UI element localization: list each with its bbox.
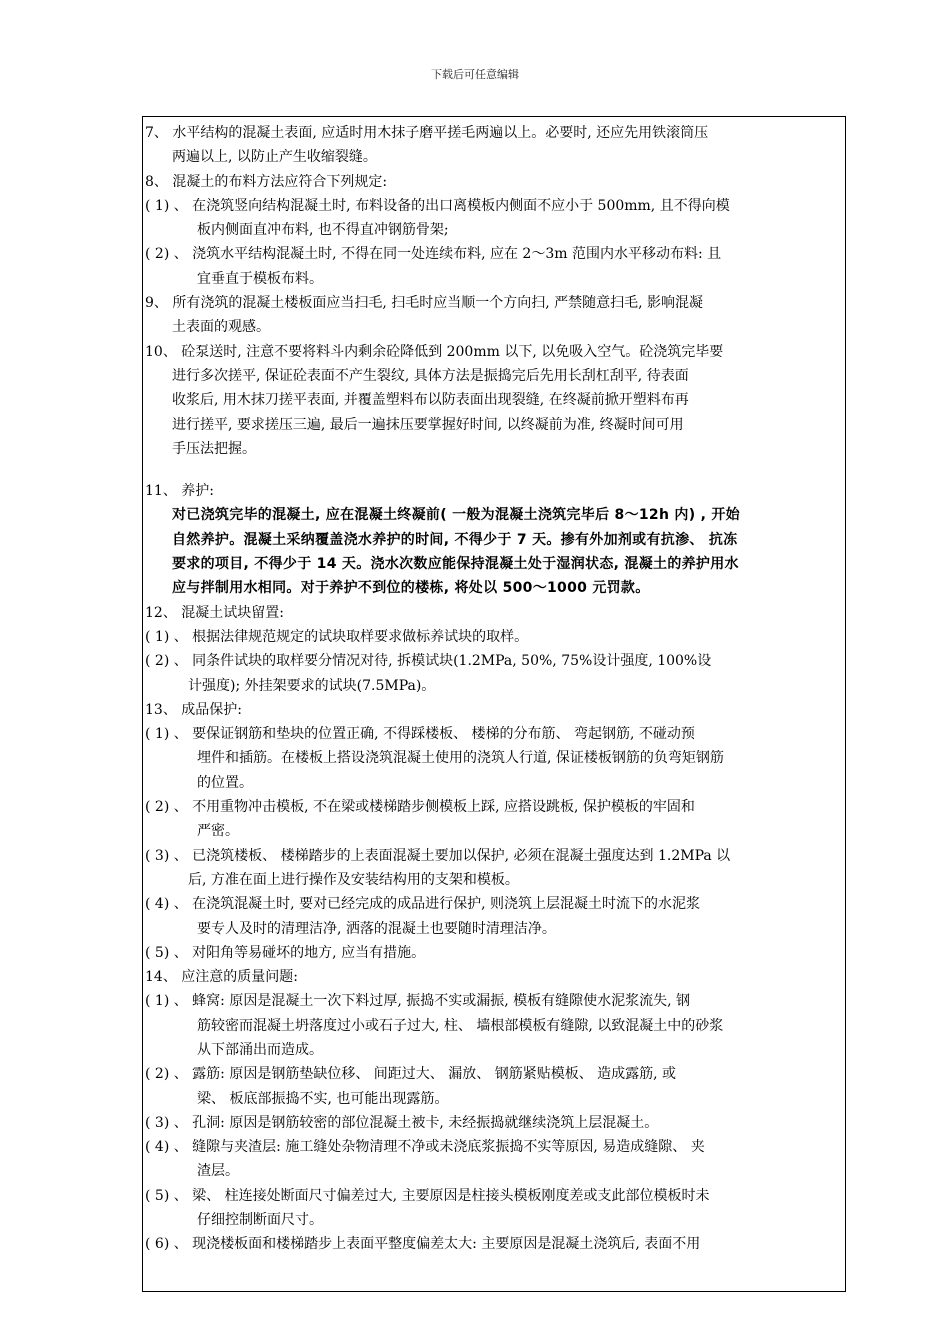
text-line: ( 2) 、 同条件试块的取样要分情况对待, 拆模试块(1.2MPa, 50%, 75%设计强度, 100%设 <box>145 653 712 670</box>
text-line: 12、 混凝土试块留置: <box>145 604 284 621</box>
document-body <box>145 121 843 1257</box>
text-line: 13、 成品保护: <box>145 701 242 718</box>
text-line: ( 1) 、 蜂窝: 原因是混凝土一次下料过厚, 振捣不实或漏振, 模板有缝隙使水泥浆流失, 钢 <box>145 993 691 1010</box>
text-line: 11、 养护: <box>145 483 214 500</box>
text-line: 14、 应注意的质量问题: <box>145 969 298 986</box>
text-line: 要专人及时的清理洁净, 洒落的混凝土也要随时清理洁净。 <box>197 920 556 937</box>
text-line: 进行搓平, 要求搓压三遍, 最后一遍抹压要掌握好时间, 以终凝前为准, 终凝时间可用 <box>172 416 684 433</box>
text-line: ( 5) 、 梁、 柱连接处断面尺寸偏差过大, 主要原因是柱接头模板刚度差或支此部位模板时未 <box>145 1187 710 1204</box>
text-line: ( 4) 、 缝隙与夹渣层: 施工缝处杂物清理不净或未浇底浆振捣不实等原因, 易造成缝隙、 夹 <box>145 1139 705 1156</box>
text-line: ( 2) 、 露筋: 原因是钢筋垫缺位移、 间距过大、 漏放、 钢筋紧贴模板、 造成露筋, 或 <box>145 1066 677 1083</box>
text-line: 7、 水平结构的混凝土表面, 应适时用木抹子磨平搓毛两遍以上。必要时, 还应先用铁滚筒压 <box>145 125 709 141</box>
bold-text-line: 对已浇筑完毕的混凝土, 应在混凝土终凝前( 一般为混凝土浇筑完毕后 8～12h 内) , 开始 <box>172 507 740 524</box>
text-line: ( 3) 、 已浇筑楼板、 楼梯踏步的上表面混凝土要加以保护, 必须在混凝土强度达到 1.2MPa 以 <box>145 847 731 864</box>
text-line: 埋件和插筋。在楼板上搭设浇筑混凝土使用的浇筑人行道, 保证楼板钢筋的负弯矩钢筋 <box>197 750 724 767</box>
text-line: ( 3) 、 孔洞: 原因是钢筋较密的部位混凝土被卡, 未经振捣就继续浇筑上层混凝土。 <box>145 1114 659 1131</box>
text-line: ( 1) 、 在浇筑竖向结构混凝土时, 布料设备的出口离模板内侧面不应小于 500mm, 且不得向模 <box>145 197 730 214</box>
text-line: ( 6) 、 现浇楼板面和楼梯踏步上表面平整度偏差太大: 主要原因是混凝土浇筑后, 表面不用 <box>145 1236 701 1253</box>
text-line: 9、 所有浇筑的混凝土楼板面应当扫毛, 扫毛时应当顺一个方向扫, 严禁随意扫毛, 影响混凝 <box>145 295 704 312</box>
text-line: 手压法把握。 <box>172 440 256 457</box>
bold-text-line: 自然养护。混凝土采纳覆盖浇水养护的时间, 不得少于 7 天。掺有外加剂或有抗渗、 抗冻 <box>172 531 738 548</box>
content-frame <box>142 116 846 1292</box>
text-line: 仔细控制断面尺寸。 <box>197 1212 323 1229</box>
text-line: ( 1) 、 要保证钢筋和垫块的位置正确, 不得踩楼板、 楼梯的分布筋、 弯起钢筋, 不碰动预 <box>145 726 695 743</box>
text-line: 板内侧面直冲布料, 也不得直冲钢筋骨架; <box>197 222 449 239</box>
text-line: 进行多次搓平, 保证砼表面不产生裂纹, 具体方法是振捣完后先用长刮杠刮平, 待表面 <box>172 367 689 384</box>
text-line: 8、 混凝土的布料方法应符合下列规定: <box>145 173 388 190</box>
text-line: ( 5) 、 对阳角等易碰坏的地方, 应当有措施。 <box>145 944 426 961</box>
text-line: 两遍以上, 以防止产生收缩裂缝。 <box>172 149 377 166</box>
paragraph-spacer <box>145 461 843 479</box>
text-line: 严密。 <box>197 823 239 840</box>
bold-text-line: 要求的项目, 不得少于 14 天。浇水次数应能保持混凝土处于湿润状态, 混凝土的养护用水 <box>172 556 739 573</box>
text-line: 后, 方准在面上进行操作及安装结构用的支架和模板。 <box>188 871 519 888</box>
text-line: 土表面的观感。 <box>172 319 270 336</box>
text-line: 10、 砼泵送时, 注意不要将料斗内剩余砼降低到 200mm 以下, 以免吸入空气。砼浇筑完毕要 <box>145 343 724 360</box>
page-header: 下载后可任意编辑 <box>431 68 519 81</box>
text-line: 宜垂直于模板布料。 <box>197 270 323 287</box>
text-line: ( 2) 、 不用重物冲击模板, 不在梁或楼梯踏步侧模板上踩, 应搭设跳板, 保护模板的牢固和 <box>145 799 695 816</box>
text-line: ( 1) 、 根据法律规范规定的试块取样要求做标养试块的取样。 <box>145 628 529 645</box>
text-line: 从下部涌出而造成。 <box>197 1041 323 1058</box>
text-line: 梁、 板底部振捣不实, 也可能出现露筋。 <box>197 1090 449 1107</box>
text-line: 计强度); 外挂架要求的试块(7.5MPa)。 <box>188 677 436 694</box>
bold-text-line: 应与拌制用水相同。对于养护不到位的楼栋, 将处以 500～1000 元罚款。 <box>172 580 650 597</box>
text-line: 筋较密而混凝土坍落度过小或石子过大, 柱、 墙根部模板有缝隙, 以致混凝土中的砂浆 <box>197 1017 724 1034</box>
text-line: ( 2) 、 浇筑水平结构混凝土时, 不得在同一处连续布料, 应在 2～3m 范围内水平移动布料: 且 <box>145 246 722 263</box>
text-line: 收浆后, 用木抹刀搓平表面, 并覆盖塑料布以防表面出现裂缝, 在终凝前掀开塑料布再 <box>172 392 689 409</box>
text-line: ( 4) 、 在浇筑混凝土时, 要对已经完成的成品进行保护, 则浇筑上层混凝土时流下的水泥浆 <box>145 896 700 913</box>
text-line: 渣层。 <box>197 1163 239 1180</box>
text-line: 的位置。 <box>197 774 253 791</box>
